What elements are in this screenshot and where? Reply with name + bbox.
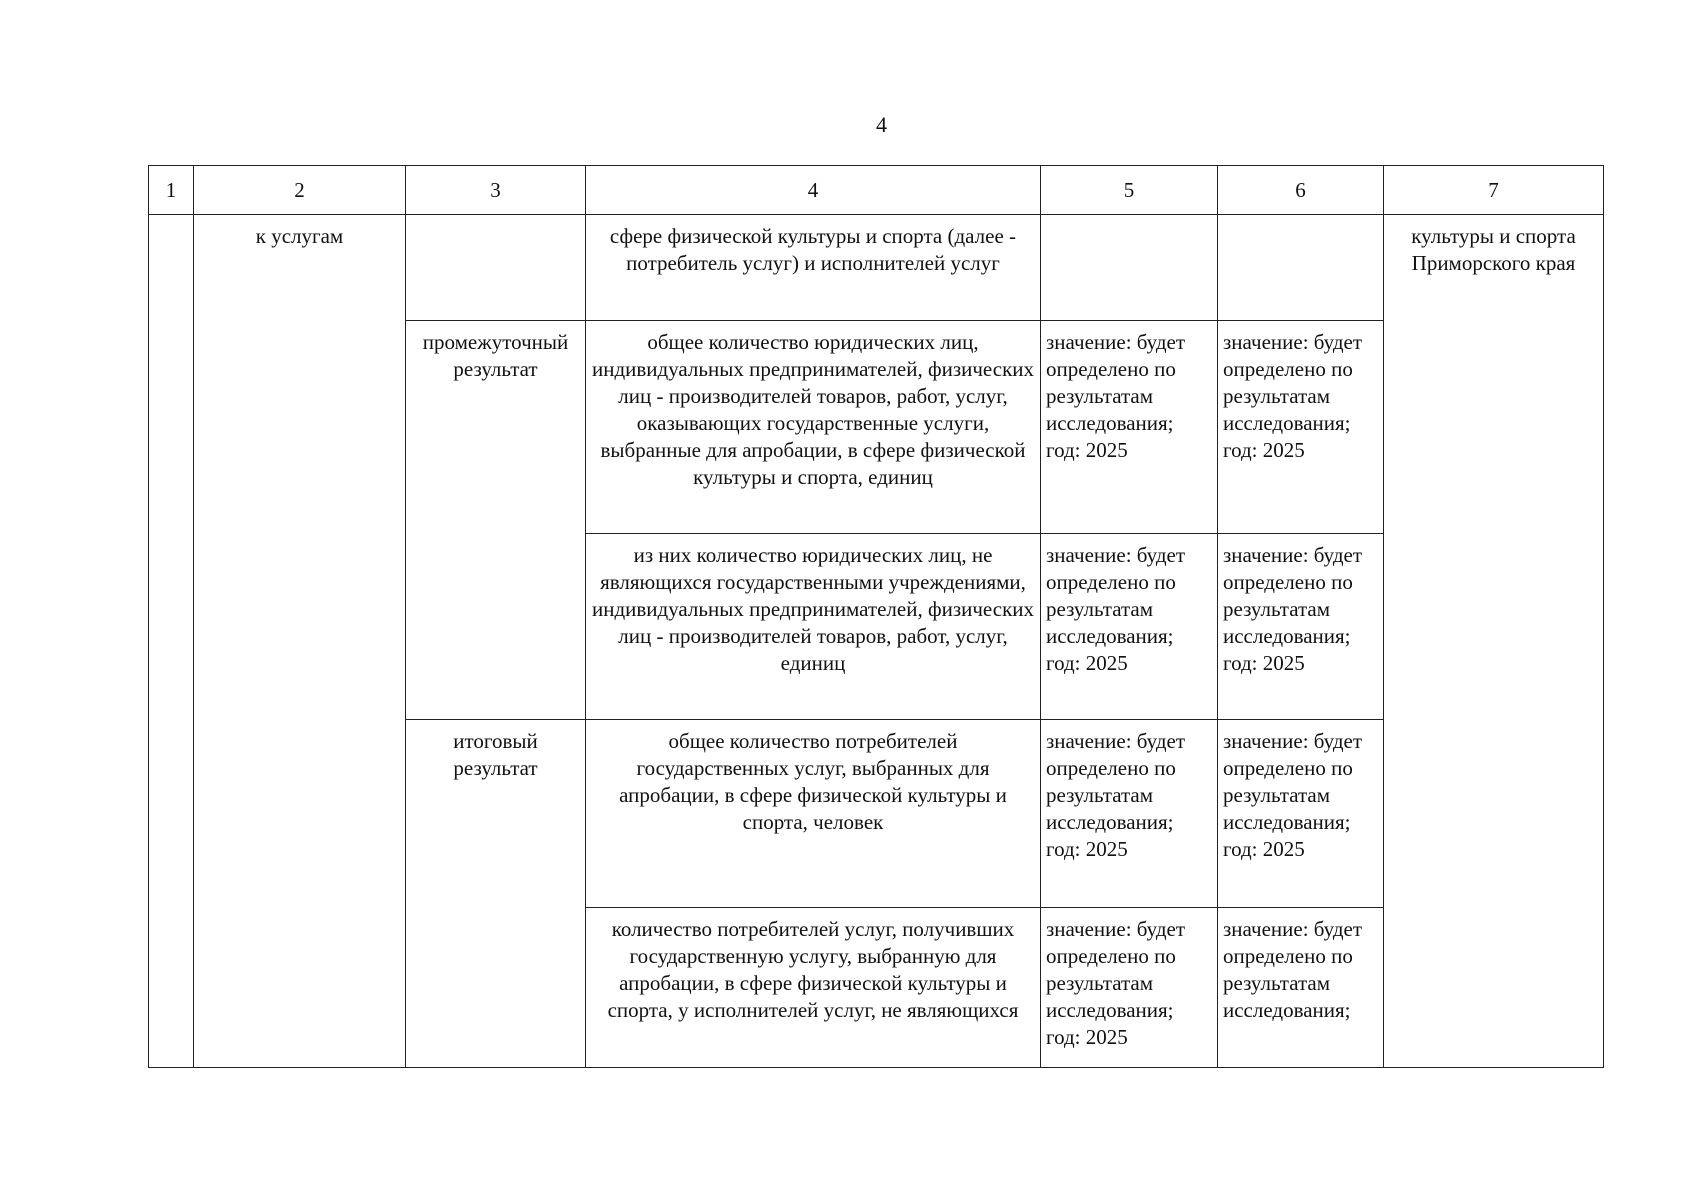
col6-value-cell: значение: будет определено по результатам исследования; bbox=[1218, 908, 1384, 1068]
indicator-cell: общее количество юридических лиц, индивидуальных предпринимателей, физических лиц - производителей товаров, работ, услуг, оказывающих государственные услуги, выбранные для апробации, в сфере физической культуры и спорта, единиц bbox=[586, 321, 1041, 534]
header-cell: 6 bbox=[1218, 166, 1384, 215]
indicator-cell: количество потребителей услуг, получивших государственную услугу, выбранную для апробации, в сфере физической культуры и спорта, у исполнителей услуг, не являющихся bbox=[586, 908, 1041, 1068]
table-header-row bbox=[149, 166, 1604, 215]
header-cell: 1 bbox=[149, 166, 194, 215]
header-cell: 4 bbox=[586, 166, 1041, 215]
result-type-cell: итоговый результат bbox=[406, 720, 586, 1068]
col1-cell bbox=[149, 215, 194, 1068]
col6-cell bbox=[1218, 215, 1384, 321]
header-cell: 2 bbox=[194, 166, 406, 215]
page-number: 4 bbox=[876, 112, 887, 137]
col5-cell bbox=[1041, 215, 1218, 321]
indicator-cell: из них количество юридических лиц, не являющихся государственными учреждениями, индивидуальных предпринимателей, физических лиц - производителей товаров, работ, услуг, единиц bbox=[586, 534, 1041, 720]
results-table bbox=[148, 165, 1604, 1068]
header-cell: 5 bbox=[1041, 166, 1218, 215]
col5-value-cell: значение: будет определено по результатам исследования; год: 2025 bbox=[1041, 720, 1218, 908]
col6-value-cell: значение: будет определено по результатам исследования; год: 2025 bbox=[1218, 321, 1384, 534]
result-type-cell: промежуточный результат bbox=[406, 321, 586, 720]
header-cell: 7 bbox=[1384, 166, 1604, 215]
indicator-cell: сфере физической культуры и спорта (далее - потребитель услуг) и исполнителей услуг bbox=[586, 215, 1041, 321]
col5-value-cell: значение: будет определено по результатам исследования; год: 2025 bbox=[1041, 321, 1218, 534]
col5-value-cell: значение: будет определено по результатам исследования; год: 2025 bbox=[1041, 534, 1218, 720]
col7-cell: культуры и спорта Приморского края bbox=[1384, 215, 1604, 1068]
col6-value-cell: значение: будет определено по результатам исследования; год: 2025 bbox=[1218, 720, 1384, 908]
col5-value-cell: значение: будет определено по результатам исследования; год: 2025 bbox=[1041, 908, 1218, 1068]
col6-value-cell: значение: будет определено по результатам исследования; год: 2025 bbox=[1218, 534, 1384, 720]
col3-cell bbox=[406, 215, 586, 321]
indicator-cell: общее количество потребителей государственных услуг, выбранных для апробации, в сфере физической культуры и спорта, человек bbox=[586, 720, 1041, 908]
header-cell: 3 bbox=[406, 166, 586, 215]
col2-cell: к услугам bbox=[194, 215, 406, 1068]
table-row bbox=[149, 215, 1604, 321]
